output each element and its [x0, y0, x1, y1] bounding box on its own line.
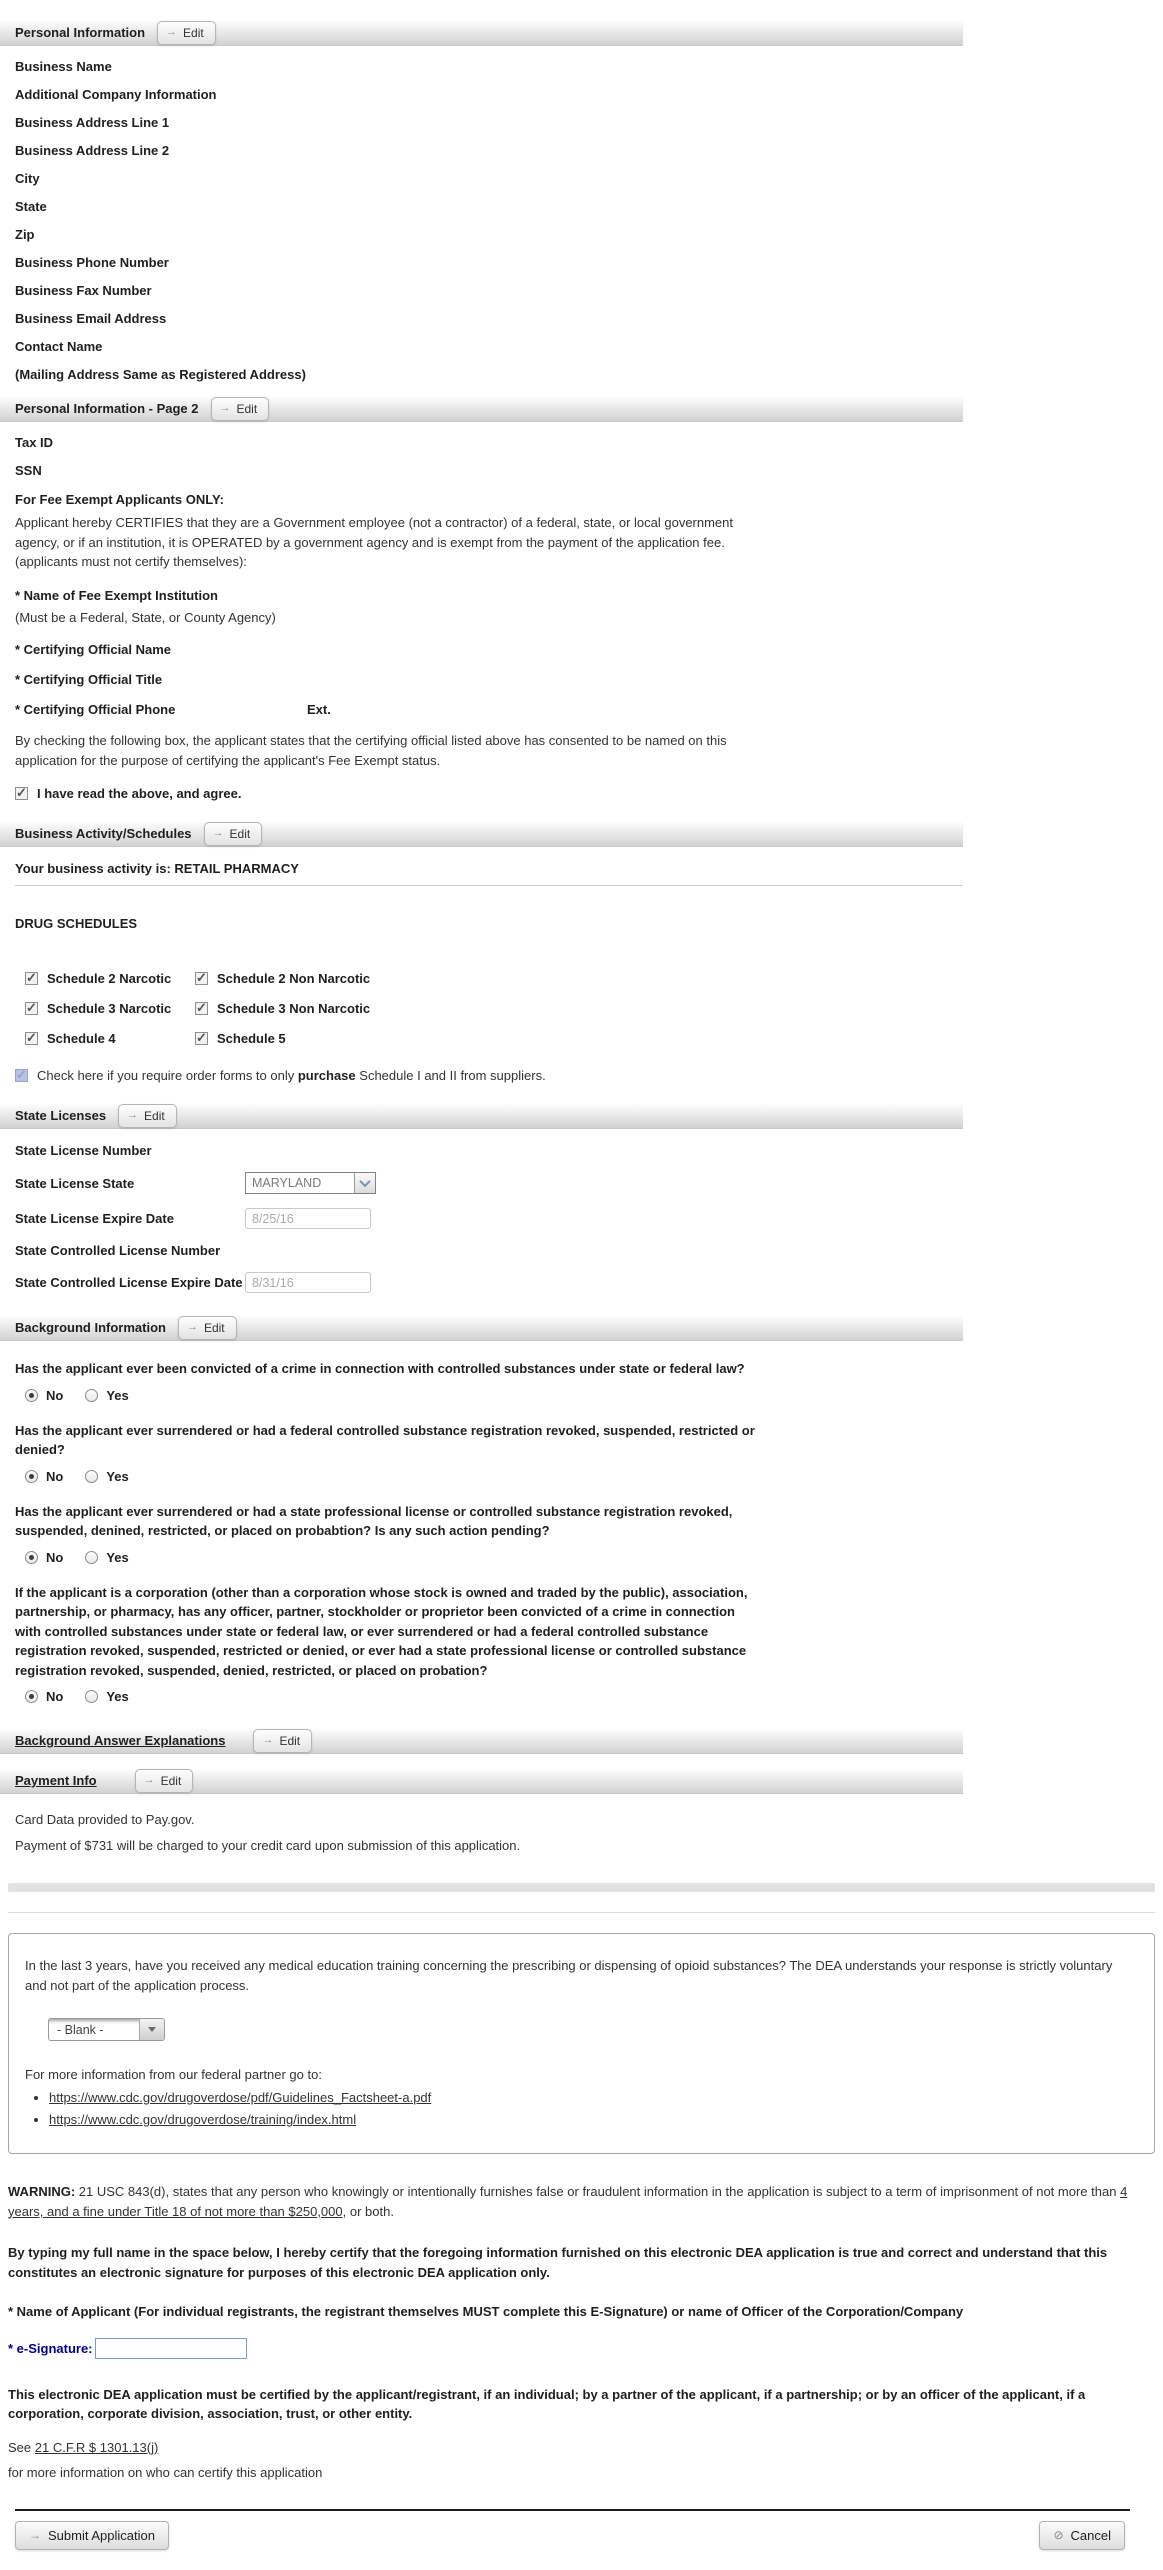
arrow-right-icon: →: [166, 26, 178, 38]
warning-penalty-underlined: 4 years, and a fine under Title 18 of not more than $250,000: [8, 2184, 1128, 2219]
state-controlled-license-number-row: [15, 1243, 1163, 1258]
radio-no[interactable]: [25, 1690, 38, 1703]
radio-no[interactable]: [25, 1551, 38, 1564]
radio-yes-label: Yes: [106, 1549, 129, 1565]
applicant-name-label: * Name of Applicant (For individual registrants, the registrant themselves MUST complete this E-Signature) or name of Officer of the Corporation/Company: [8, 2304, 964, 2320]
schedule-2-non-narcotic-label: Schedule 2 Non Narcotic: [217, 971, 371, 986]
warning-paragraph: WARNING: 21 USC 843(d), states that any person who knowingly or intentionally furnishes false or fraudulent information in the application is subject to a term of imprisonment of not more than 4 years, and a fine under Title 18 of not more than $250,000, or both.: [8, 2184, 1128, 2219]
arrow-right-icon: →: [219, 402, 231, 414]
schedule-2-narcotic-row: [25, 971, 195, 986]
personal-information-page-2-content: [0, 436, 1163, 801]
radio-no-label: No: [46, 1468, 64, 1484]
cfr-reference-line: See 21 C.F.R $ 1301.13(j): [8, 2439, 159, 2455]
section-title-state-licenses: State Licenses: [15, 1108, 107, 1123]
schedule-3-narcotic-label: Schedule 3 Narcotic: [47, 1001, 172, 1016]
arrow-right-icon: →: [143, 1774, 155, 1786]
field-label-additional-company-information: Additional Company Information: [15, 87, 217, 102]
cdc-guidelines-factsheet-link[interactable]: https://www.cdc.gov/drugoverdose/pdf/Guidelines_Factsheet-a.pdf: [49, 2090, 432, 2106]
schedule-2-narcotic-checkbox[interactable]: [25, 972, 38, 985]
arrow-right-icon: →: [212, 827, 224, 839]
drug-schedules-grid: [25, 971, 1163, 1046]
state-controlled-license-expire-row: [15, 1272, 1163, 1293]
background-question-4-answers: [25, 1689, 1163, 1704]
fee-exempt-text: Applicant hereby CERTIFIES that they are a Government employee (not a contractor) of a federal, state, or local government agency, or if an institution, it is OPERATED by a government agency and is exempt from the payment of the application fee. (applicants must not certify themselves):: [15, 515, 734, 569]
state-controlled-license-number-label: State Controlled License Number: [15, 1243, 221, 1258]
schedule-5-row: [195, 1031, 455, 1046]
business-activity-line: Your business activity is: RETAIL PHARMACY: [15, 861, 963, 886]
chevron-down-icon: [354, 1173, 375, 1193]
state-controlled-license-expire-label: State Controlled License Expire Date: [15, 1275, 243, 1290]
field-label-ssn: SSN: [15, 463, 42, 478]
state-license-expire-label: State License Expire Date: [15, 1211, 174, 1226]
edit-button-label: Edit: [236, 401, 258, 416]
business-activity-content: [0, 861, 1163, 1083]
opioid-training-question: In the last 3 years, have you received any medical education training concerning the prescribing or dispensing of opioid substances? The DEA understands your response is strictly voluntary and not part of the application process.: [25, 1958, 1113, 1994]
arrow-right-icon: →: [186, 1321, 198, 1333]
radio-no[interactable]: [25, 1389, 38, 1402]
federal-partner-info-heading: For more information from our federal partner go to:: [25, 2067, 322, 2083]
field-label-city: City: [15, 171, 40, 186]
opioid-training-box: [8, 1933, 1155, 2154]
order-forms-row: [15, 1068, 1163, 1083]
background-question-3: Has the applicant ever surrendered or had a state professional license or controlled substance registration revoked, suspended, denined, restricted, or placed on probabtion? Is any such action pending?: [15, 1503, 733, 1538]
section-header-payment-info: [0, 1768, 963, 1794]
field-label-contact-name: Contact Name: [15, 339, 103, 354]
order-forms-checkbox[interactable]: [15, 1069, 28, 1082]
field-label-business-name: Business Name: [15, 59, 112, 74]
section-header-personal-information-page-2: [0, 396, 963, 422]
radio-yes[interactable]: [85, 1690, 98, 1703]
list-item: [49, 2112, 1138, 2127]
opioid-training-select-value: - Blank -: [49, 2019, 139, 2040]
schedule-3-narcotic-row: [25, 1001, 195, 1016]
state-licenses-content: [0, 1143, 1163, 1293]
edit-button-label: Edit: [144, 1108, 165, 1123]
edit-button-state-licenses[interactable]: [118, 1104, 177, 1128]
section-title-background-information: Background Information: [15, 1320, 166, 1335]
cdc-links-list: [25, 2090, 1138, 2127]
section-header-business-activity: [0, 821, 963, 847]
personal-information-content: [0, 60, 1163, 381]
chevron-down-icon: [139, 2019, 164, 2040]
list-item: [49, 2090, 1138, 2105]
opioid-training-select[interactable]: [48, 2018, 165, 2041]
schedule-4-label: Schedule 4: [47, 1031, 116, 1046]
esignature-label: * e-Signature:: [8, 2340, 93, 2356]
light-divider: [8, 1912, 1155, 1913]
schedule-5-label: Schedule 5: [217, 1031, 286, 1046]
section-header-background-information: [0, 1315, 963, 1341]
certify-statement: By typing my full name in the space below, I hereby certify that the foregoing information furnished on this electronic DEA application is true and correct and understand that this constitutes an electronic signature for purposes of this electronic DEA application only.: [8, 2245, 1108, 2280]
section-title-personal-information-page-2: Personal Information - Page 2: [15, 401, 199, 416]
certifying-official-name-label: * Certifying Official Name: [15, 642, 172, 657]
radio-yes-label: Yes: [106, 1387, 129, 1403]
footer-divider: [15, 2509, 1130, 2511]
radio-yes-label: Yes: [106, 1689, 129, 1704]
edit-button-label: Edit: [183, 25, 204, 40]
background-question-3-answers: [25, 1550, 1163, 1565]
schedule-2-non-narcotic-row: [195, 971, 455, 986]
cancel-icon: ⊘: [1053, 2528, 1064, 2543]
field-label-mailing-address-same: (Mailing Address Same as Registered Address): [15, 367, 306, 382]
section-title-payment-info: Payment Info: [15, 1773, 97, 1788]
radio-no-label: No: [46, 1387, 64, 1403]
schedule-2-narcotic-label: Schedule 2 Narcotic: [47, 971, 172, 986]
schedule-4-row: [25, 1031, 195, 1046]
background-question-2: Has the applicant ever surrendered or had a federal controlled substance registration revoked, suspended, restricted or denied?: [15, 1422, 755, 1457]
fee-exempt-institution-label: * Name of Fee Exempt Institution: [15, 587, 218, 603]
footer-actions: [15, 2521, 1125, 2550]
submit-button-label: Submit Application: [48, 2527, 155, 2543]
schedule-5-checkbox[interactable]: [195, 1032, 208, 1045]
radio-yes-label: Yes: [106, 1468, 129, 1484]
fee-exempt-heading: For Fee Exempt Applicants ONLY:: [15, 492, 225, 507]
payment-card-line: Card Data provided to Pay.gov.: [15, 1812, 195, 1827]
radio-no-label: No: [46, 1689, 64, 1704]
section-header-background-answer-explanations: [0, 1728, 963, 1754]
edit-button-label: Edit: [229, 826, 251, 841]
section-header-personal-information: [0, 20, 963, 46]
edit-button-business-activity[interactable]: [204, 822, 263, 846]
field-label-business-address-line-2: Business Address Line 2: [15, 143, 170, 158]
ext-label: Ext.: [306, 702, 331, 717]
edit-button-background-information[interactable]: [178, 1316, 237, 1340]
schedule-3-non-narcotic-label: Schedule 3 Non Narcotic: [217, 1001, 371, 1016]
background-question-2-answers: [25, 1469, 1163, 1484]
cdc-training-index-link[interactable]: https://www.cdc.gov/drugoverdose/training/index.html: [49, 2112, 357, 2128]
esignature-input[interactable]: [95, 2338, 247, 2359]
agree-label: I have read the above, and agree.: [37, 786, 242, 801]
field-label-business-phone-number: Business Phone Number: [15, 255, 169, 270]
field-label-business-fax-number: Business Fax Number: [15, 283, 152, 298]
schedule-2-non-narcotic-checkbox[interactable]: [195, 972, 208, 985]
field-label-tax-id: Tax ID: [15, 435, 54, 450]
arrow-right-icon: →: [29, 2528, 41, 2543]
state-license-state-value: MARYLAND: [252, 1176, 322, 1190]
certifying-official-phone-row: [15, 702, 1163, 717]
state-license-number-label: State License Number: [15, 1143, 152, 1158]
cfr-reference-note: for more information on who can certify this application: [8, 2465, 323, 2481]
warning-label: WARNING:: [8, 2184, 76, 2200]
arrow-right-icon: →: [127, 1109, 139, 1121]
section-divider-bar: [8, 1883, 1155, 1892]
submit-application-button[interactable]: [15, 2521, 169, 2550]
background-question-4: If the applicant is a corporation (other than a corporation whose stock is owned and traded by the public), association, partnership, or pharmacy, has any officer, partner, stockholder or proprietor been convicted of a crime in connection with controlled substances under state or federal law, or ever surrendered or had a federal controlled substance registration revoked, suspended, restricted or denied, or ever had a state professional license or controlled substance registration revoked, suspended, denied, restricted, or placed on probation?: [15, 1584, 748, 1678]
section-title-business-activity: Business Activity/Schedules: [15, 826, 192, 841]
section-title-background-answer-explanations: Background Answer Explanations: [15, 1733, 226, 1748]
agree-checkbox[interactable]: [15, 787, 28, 800]
field-label-state: State: [15, 199, 47, 214]
edit-button-label: Edit: [203, 1320, 225, 1335]
edit-button-label: Edit: [160, 1773, 182, 1788]
state-license-expire-row: [15, 1208, 1163, 1229]
cancel-button-label: Cancel: [1070, 2527, 1111, 2543]
schedule-4-checkbox[interactable]: [25, 1032, 38, 1045]
schedule-3-non-narcotic-checkbox[interactable]: [195, 1002, 208, 1015]
radio-no[interactable]: [25, 1470, 38, 1483]
edit-button-background-answer-explanations[interactable]: [253, 1729, 312, 1753]
background-information-content: [0, 1359, 1163, 1704]
agree-checkbox-row: [15, 786, 1163, 801]
state-license-state-row: [15, 1172, 1163, 1194]
radio-yes[interactable]: [85, 1389, 98, 1402]
consent-text: By checking the following box, the applicant states that the certifying official listed above has consented to be named on this application for the purpose of certifying the applicant's Fee Exempt status.: [15, 733, 727, 768]
edit-button-personal-information-page-2[interactable]: [211, 397, 270, 421]
state-license-number-row: [15, 1143, 1163, 1158]
field-label-business-address-line-1: Business Address Line 1: [15, 115, 170, 130]
schedule-3-non-narcotic-row: [195, 1001, 455, 1016]
state-license-state-select[interactable]: [245, 1172, 376, 1194]
state-license-state-label: State License State: [15, 1175, 135, 1191]
radio-yes[interactable]: [85, 1551, 98, 1564]
payment-amount-line: Payment of $731 will be charged to your credit card upon submission of this application.: [15, 1837, 521, 1853]
edit-button-label: Edit: [279, 1733, 301, 1748]
schedule-3-narcotic-checkbox[interactable]: [25, 1002, 38, 1015]
certifying-official-phone-label: * Certifying Official Phone: [15, 702, 176, 717]
edit-button-payment-info[interactable]: [135, 1769, 194, 1793]
background-question-1: Has the applicant ever been convicted of a crime in connection with controlled substances under state or federal law?: [15, 1361, 745, 1376]
cancel-button[interactable]: [1039, 2521, 1125, 2550]
drug-schedules-heading: DRUG SCHEDULES: [15, 916, 138, 931]
background-question-1-answers: [25, 1388, 1163, 1403]
edit-button-personal-information[interactable]: [157, 21, 216, 45]
certify-requirement: This electronic DEA application must be certified by the applicant/registrant, if an individual; by a partner of the applicant, if a partnership; or by an officer of the applicant, if a corporation, corporate division, association, trust, or other entity.: [8, 2386, 1086, 2422]
state-license-expire-input[interactable]: [245, 1208, 371, 1229]
fee-exempt-institution-hint: (Must be a Federal, State, or County Agency): [15, 609, 276, 625]
cfr-1301-13j-link[interactable]: 21 C.F.R $ 1301.13(j): [34, 2439, 159, 2455]
field-label-business-email-address: Business Email Address: [15, 311, 167, 326]
section-title-personal-information: Personal Information: [15, 25, 146, 40]
radio-yes[interactable]: [85, 1470, 98, 1483]
field-label-zip: Zip: [15, 227, 35, 242]
order-forms-label: Check here if you require order forms to only purchase Schedule I and II from suppliers.: [37, 1068, 546, 1083]
certifying-official-title-label: * Certifying Official Title: [15, 672, 163, 687]
arrow-right-icon: →: [262, 1734, 274, 1746]
esignature-row: [8, 2338, 1163, 2359]
payment-info-content: [0, 1810, 1163, 1855]
section-header-state-licenses: [0, 1103, 963, 1129]
radio-no-label: No: [46, 1549, 64, 1565]
state-controlled-license-expire-input[interactable]: [245, 1272, 371, 1293]
